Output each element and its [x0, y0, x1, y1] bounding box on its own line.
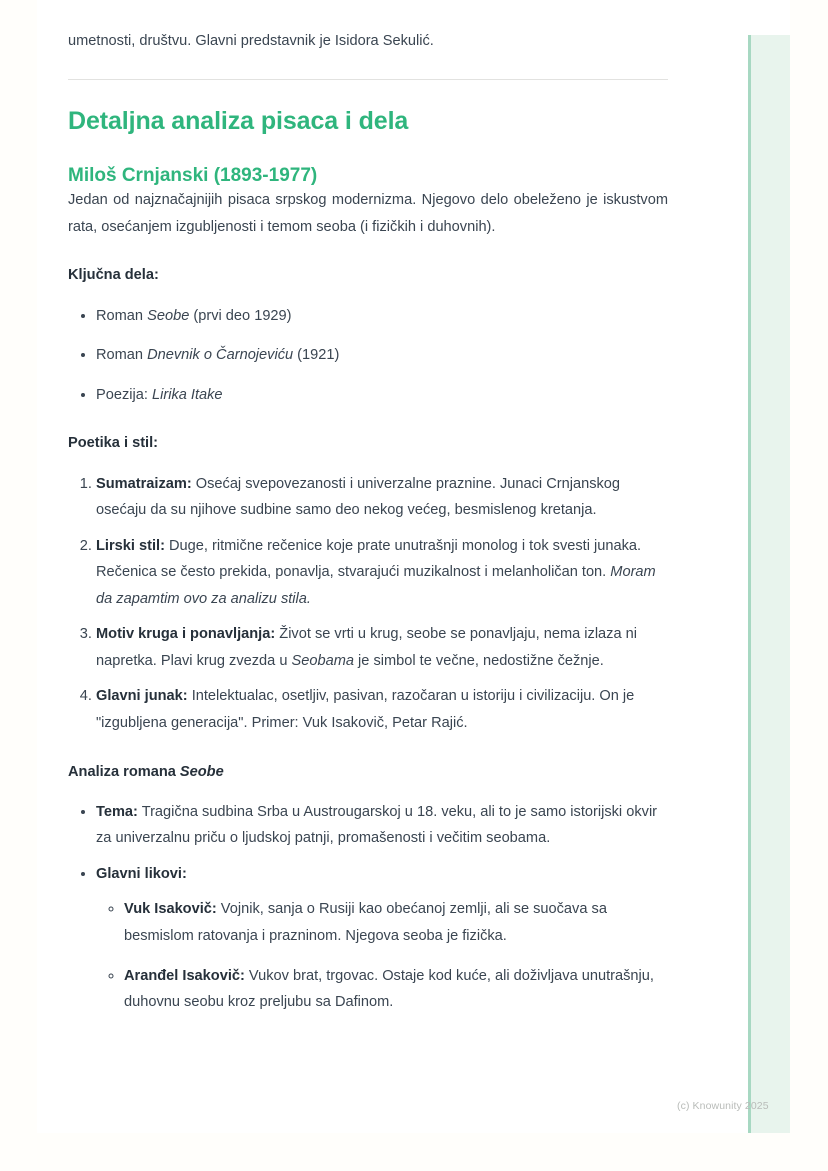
analysis-text: Tragična sudbina Srba u Austrougarskoj u 18. veku, ali to je samo istorijski okvir za univerzalnu priču o ljudskoj patnji, promašenosti i večitim seobama.: [96, 803, 658, 847]
poetics-term: Lirski stil:: [96, 537, 165, 554]
work-prefix: Poezija:: [96, 386, 152, 403]
poetics-label: Poetika i stil:: [68, 435, 159, 452]
poetics-text-after: je simbol te večne, nedostižne čežnje.: [353, 652, 604, 669]
list-item: [124, 963, 668, 1016]
novel-label-title: Seobe: [179, 763, 224, 780]
analysis-term: Tema:: [96, 803, 138, 820]
continued-paragraph: umetnosti, društvu. Glavni predstavnik je Isidora Sekulić.: [68, 33, 434, 49]
list-item: [96, 621, 668, 674]
work-suffix: (1921): [293, 347, 340, 364]
work-suffix: (prvi deo 1929): [189, 307, 292, 324]
list-item: [96, 861, 668, 1016]
poetics-term: Glavni junak:: [96, 688, 188, 705]
novel-analysis-label: [68, 759, 668, 785]
list-item: [96, 799, 668, 852]
footer-copyright: (c) Knowunity 2025: [677, 1100, 769, 1112]
list-item: [96, 471, 668, 524]
list-item: [96, 382, 668, 409]
character-description: Vojnik, sanja o Rusiji kao obećanoj zemlji, ali se suočava sa besmislom ratovanja i prazninom. Njegova seoba je fizička.: [124, 901, 607, 944]
novel-analysis-list: [68, 799, 668, 1016]
work-prefix: Roman: [96, 347, 148, 364]
work-title: Seobe: [147, 307, 190, 324]
list-item: [96, 303, 668, 330]
work-prefix: Roman: [96, 307, 148, 324]
poetics-text: Osećaj svepovezanosti i univerzalne praznine. Junaci Crnjanskog osećaju da su njihove sudbine samo deo nekog većeg, besmislenog kretanja.: [96, 475, 621, 519]
character-description: Vukov brat, trgovac. Ostaje kod kuće, ali doživljava unutrašnju, duhovnu seobu kroz preljubu sa Dafinom.: [124, 967, 654, 1011]
poetics-list: [68, 471, 668, 737]
author-intro-paragraph: Jedan od najznačajnijih pisaca srpskog modernizma. Njegovo delo obeleženo je iskustvom rata, osećanjem izgubljenosti i temom seoba (i fizičkih i duhovnih).: [68, 192, 668, 235]
poetics-term: Motiv kruga i ponavljanja:: [96, 626, 276, 643]
list-item: [96, 342, 668, 369]
list-item: [96, 683, 668, 736]
character-list: [96, 896, 668, 1015]
analysis-term: Glavni likovi:: [96, 865, 187, 882]
character-name: Vuk Isakovič:: [124, 901, 217, 918]
character-name: Aranđel Isakovič:: [124, 967, 245, 984]
document-page: [37, 0, 790, 1133]
work-title: Dnevnik o Čarnojeviću: [147, 347, 294, 364]
poetics-text: Intelektualac, osetljiv, pasivan, razočaran u istoriju i civilizaciju. On je "izgubljena generacija". Primer: Vuk Isakovič, Petar Rajić.: [96, 688, 635, 731]
poetics-text: Život se vrti u krug, seobe se ponavljaju, nema izlaza ni napretka. Plavi krug zvezda u: [96, 626, 637, 669]
list-item: [124, 896, 668, 949]
poetics-work-title: Seobama: [291, 652, 354, 669]
list-item: [96, 533, 668, 613]
page-title: Detaljna analiza pisaca i dela: [68, 106, 409, 135]
novel-label-prefix: Analiza romana: [68, 763, 180, 780]
poetics-note: Moram da zapamtim ovo za analizu stila.: [96, 564, 656, 607]
poetics-text: Duge, ritmične rečenice koje prate unutrašnji monolog i tok svesti junaka. Rečenica se često prekida, ponavlja, stvarajući muzikalnost i melanholičan ton.: [96, 537, 642, 581]
poetics-term: Sumatraizam:: [96, 475, 192, 492]
key-works-list: [68, 303, 668, 409]
section-divider: [68, 79, 668, 80]
work-title: Lirika Itake: [151, 386, 223, 403]
right-margin-strip: [748, 35, 790, 1133]
author-heading: Miloš Crnjanski (1893-1977): [68, 164, 318, 186]
document-content: [68, 28, 668, 1025]
key-works-label: Ključna dela:: [68, 267, 159, 284]
